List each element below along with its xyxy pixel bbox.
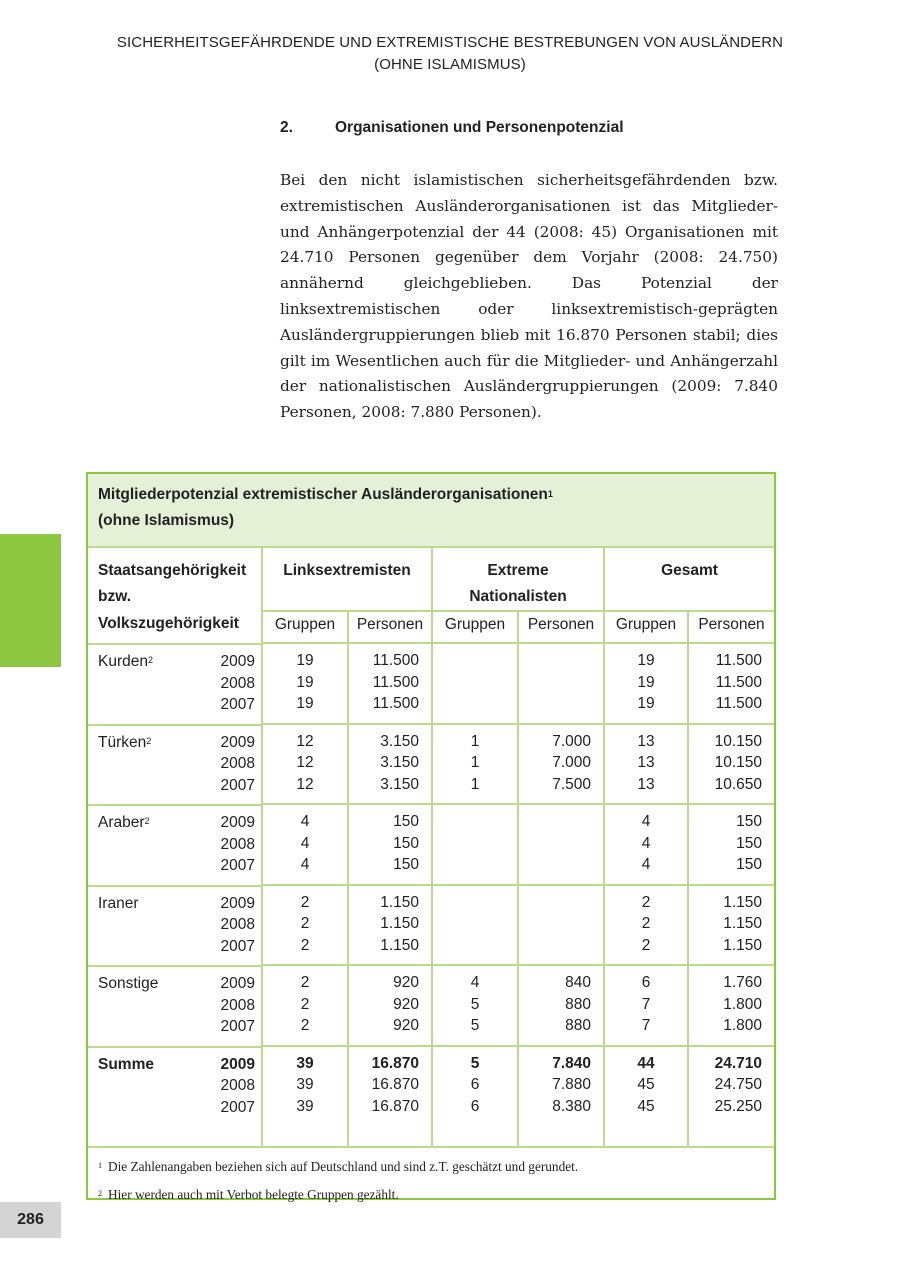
table-row bbox=[88, 643, 774, 724]
running-head-line2: (OHNE ISLAMISMUS) bbox=[374, 56, 526, 73]
table-title-line2: (ohne Islamismus) bbox=[98, 512, 235, 529]
row-label-cell bbox=[88, 804, 261, 885]
footnote-ref: 2 bbox=[144, 816, 150, 826]
year: 2008 bbox=[220, 1077, 255, 1094]
value-cell-ge-g: 6 7 7 bbox=[604, 965, 688, 1046]
row-label: Kurden bbox=[98, 653, 148, 670]
table-title bbox=[88, 474, 774, 548]
year: 2009 bbox=[220, 653, 255, 670]
row-label-cell bbox=[88, 1046, 261, 1127]
section-heading bbox=[280, 119, 624, 137]
value-cell-en-g bbox=[432, 885, 518, 966]
table-row bbox=[88, 804, 774, 885]
value-cell-le-p: 1.150 1.150 1.150 bbox=[348, 885, 432, 966]
row-label-cell bbox=[88, 965, 261, 1046]
value-cell-en-p: 840 880 880 bbox=[518, 965, 604, 1046]
value-cell-le-g: 4 4 4 bbox=[262, 804, 348, 885]
table-row bbox=[88, 885, 774, 966]
running-head-line1: SICHERHEITSGEFÄHRDENDE UND EXTREMISTISCHE BESTREBUNGEN VON AUSLÄNDERN bbox=[116, 34, 784, 51]
subheader-personen: Personen bbox=[348, 611, 432, 643]
value-cell-le-g: 2 2 2 bbox=[262, 885, 348, 966]
value-cell-ge-p: 11.500 11.500 11.500 bbox=[688, 643, 774, 724]
value-cell-ge-p: 24.710 24.750 25.250 bbox=[688, 1046, 774, 1127]
value-cell-ge-g: 19 19 19 bbox=[604, 643, 688, 724]
year: 2007 bbox=[220, 776, 255, 794]
row-label: Araber bbox=[98, 814, 145, 831]
value-cell-le-g: 12 12 12 bbox=[262, 724, 348, 805]
year: 2009 bbox=[220, 1055, 255, 1073]
running-head bbox=[0, 32, 900, 76]
value-cell-ge-p: 150 150 150 bbox=[688, 804, 774, 885]
value-cell-en-g: 1 1 1 bbox=[432, 724, 518, 805]
section-number: 2. bbox=[280, 119, 293, 136]
chapter-tab-marker bbox=[0, 534, 61, 667]
year: 2009 bbox=[220, 814, 255, 831]
year: 2008 bbox=[220, 835, 255, 853]
year: 2008 bbox=[220, 674, 255, 692]
value-cell-ge-g: 13 13 13 bbox=[604, 724, 688, 805]
value-cell-le-g: 39 39 39 bbox=[262, 1046, 348, 1127]
subheader-personen: Personen bbox=[518, 611, 604, 643]
value-cell-ge-p: 1.150 1.150 1.150 bbox=[688, 885, 774, 966]
year: 2008 bbox=[220, 916, 255, 933]
year: 2009 bbox=[220, 975, 255, 992]
membership-table bbox=[88, 548, 774, 1146]
year: 2007 bbox=[220, 696, 255, 713]
group-header-linksextremisten: Linksextremisten bbox=[262, 548, 432, 611]
subheader-gruppen: Gruppen bbox=[604, 611, 688, 643]
table-row bbox=[88, 1046, 774, 1127]
table-row bbox=[88, 965, 774, 1046]
row-label: Sonstige bbox=[98, 975, 159, 992]
year: 2008 bbox=[220, 996, 255, 1014]
year: 2007 bbox=[220, 857, 255, 874]
data-table-box bbox=[86, 472, 776, 1200]
year: 2007 bbox=[220, 937, 255, 955]
value-cell-ge-g: 4 4 4 bbox=[604, 804, 688, 885]
value-cell-le-p: 16.870 16.870 16.870 bbox=[348, 1046, 432, 1127]
value-cell-le-p: 920 920 920 bbox=[348, 965, 432, 1046]
row-label: Türken bbox=[98, 733, 147, 751]
value-cell-en-g: 5 6 6 bbox=[432, 1046, 518, 1127]
row-label-cell bbox=[88, 885, 261, 966]
value-cell-ge-p: 1.760 1.800 1.800 bbox=[688, 965, 774, 1046]
footnote-2: $^2$ Hier werden auch mit Verbot belegte Gruppen gezählt. bbox=[98, 1187, 399, 1202]
body-paragraph: Bei den nicht islamistischen sicherheitsgefährdenden bzw. extremistischen Ausländerorganisationen ist das Mitglieder- und Anhängerpotenzial der 44 (2008: 45) Organisationen mit 24.710 Personen gegenüber dem Vorjahr (2008: 24.750) annähernd gleichgeblieben. Das Potenzial der linksextremistischen oder linksextremistisch-geprägten Ausländergruppierungen blieb mit 16.870 Personen stabil; dies gilt im Wesentlichen auch für die Mitglieder- und Anhängerzahl der nationalistischen Ausländergruppierungen (2009: 7.840 Personen, 2008: 7.880 Personen). bbox=[280, 171, 778, 422]
row-label-cell bbox=[88, 643, 261, 724]
year: 2008 bbox=[220, 755, 255, 772]
group-header-gesamt: Gesamt bbox=[604, 548, 774, 611]
value-cell-en-g bbox=[432, 643, 518, 724]
table-footnotes bbox=[88, 1146, 774, 1224]
row-header-label-line3: Volkszugehörigkeit bbox=[98, 615, 239, 632]
value-cell-en-p: 7.000 7.000 7.500 bbox=[518, 724, 604, 805]
value-cell-le-p: 3.150 3.150 3.150 bbox=[348, 724, 432, 805]
table-title-line1: Mitgliederpotenzial extremistischer Ausländerorganisationen bbox=[98, 486, 548, 503]
subheader-gruppen: Gruppen bbox=[262, 611, 348, 643]
value-cell-le-g: 2 2 2 bbox=[262, 965, 348, 1046]
subheader-personen: Personen bbox=[688, 611, 774, 643]
value-cell-le-g: 19 19 19 bbox=[262, 643, 348, 724]
footnote-ref: 2 bbox=[147, 655, 153, 665]
subheader-gruppen: Gruppen bbox=[432, 611, 518, 643]
value-cell-en-p bbox=[518, 885, 604, 966]
row-header-label: Staatsangehörigkeit bzw. bbox=[98, 562, 247, 605]
table-row bbox=[88, 724, 774, 805]
value-cell-le-p: 11.500 11.500 11.500 bbox=[348, 643, 432, 724]
value-cell-ge-p: 10.150 10.150 10.650 bbox=[688, 724, 774, 805]
value-cell-en-p bbox=[518, 643, 604, 724]
footnote-ref: 1 bbox=[547, 489, 553, 499]
row-label: Iraner bbox=[98, 894, 139, 912]
row-label: Summe bbox=[98, 1055, 154, 1073]
value-cell-en-g bbox=[432, 804, 518, 885]
value-cell-en-p: 7.840 7.880 8.380 bbox=[518, 1046, 604, 1127]
value-cell-ge-g: 44 45 45 bbox=[604, 1046, 688, 1127]
value-cell-en-p bbox=[518, 804, 604, 885]
value-cell-en-g: 4 5 5 bbox=[432, 965, 518, 1046]
row-label-cell bbox=[88, 724, 261, 805]
group-header-extreme-nationalisten: Extreme Nationalisten bbox=[432, 548, 604, 611]
year: 2009 bbox=[220, 733, 255, 751]
page-number: 286 bbox=[0, 1202, 61, 1238]
year: 2009 bbox=[220, 894, 255, 912]
footnote-1: $^1$ Die Zahlenangaben beziehen sich auf Deutschland und sind z.T. geschätzt und gerundet. bbox=[98, 1159, 579, 1174]
year: 2007 bbox=[220, 1018, 255, 1035]
value-cell-ge-g: 2 2 2 bbox=[604, 885, 688, 966]
value-cell-le-p: 150 150 150 bbox=[348, 804, 432, 885]
section-title: Organisationen und Personenpotenzial bbox=[335, 119, 624, 136]
year: 2007 bbox=[220, 1098, 255, 1116]
footnote-ref: 2 bbox=[146, 735, 152, 746]
